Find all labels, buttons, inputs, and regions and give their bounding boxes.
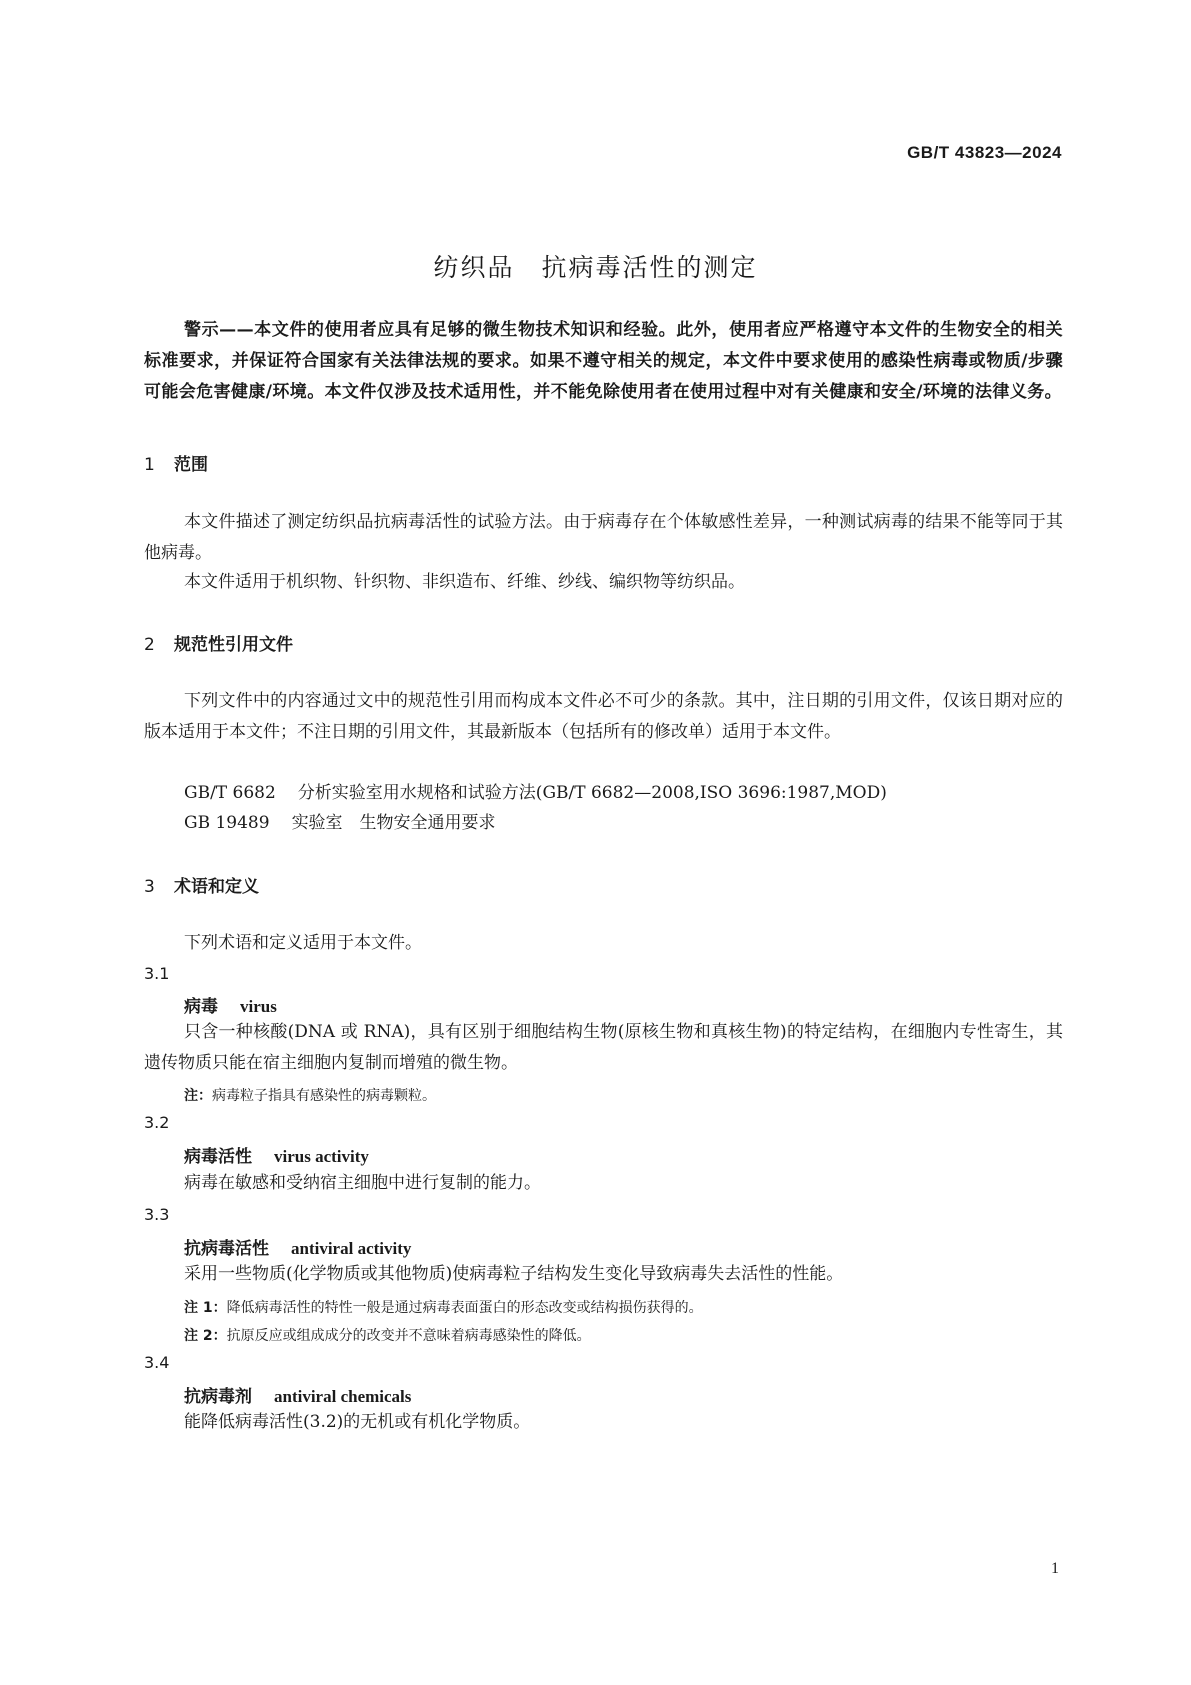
term-zh: 抗病毒剂	[184, 1387, 252, 1407]
section-title: 术语和定义	[174, 877, 259, 897]
section-title: 规范性引用文件	[174, 635, 293, 655]
term-note-2-antiviral-activity	[184, 1325, 591, 1345]
warning-paragraph: 警示——本文件的使用者应具有足够的微生物技术知识和经验。此外，使用者应严格遵守本文件的生物安全的相关标准要求，并保证符合国家有关法律法规的要求。如果不遵守相关的规定，本文件中要求使用的感染性病毒或物质/步骤可能会危害健康/环境。本文件仅涉及技术适用性，并不能免除使用者在使用过程中对有关健康和安全/环境的法律义务。	[144, 320, 1063, 402]
reference-item-1	[184, 778, 887, 809]
term-note-virus	[184, 1085, 436, 1105]
term-number: 3.3	[144, 1205, 170, 1224]
reference-code: GB/T 6682	[184, 783, 276, 803]
note-text: 抗原反应或组成成分的改变并不意味着病毒感染性的降低。	[226, 1328, 591, 1344]
term-heading-virus	[184, 992, 277, 1017]
page-number: 1	[1051, 1560, 1059, 1577]
term-en: virus	[240, 997, 277, 1016]
section-title: 范围	[174, 455, 208, 475]
term-en: virus activity	[274, 1147, 369, 1166]
term-number: 3.4	[144, 1353, 170, 1372]
term-number: 3.1	[144, 964, 170, 983]
term-definition-antiviral-activity: 采用一些物质(化学物质或其他物质)使病毒粒子结构发生变化导致病毒失去活性的性能。	[184, 1264, 844, 1284]
term-number: 3.2	[144, 1113, 170, 1132]
section-heading-scope	[144, 450, 208, 475]
references-intro-paragraph: 下列文件中的内容通过文中的规范性引用而构成本文件必不可少的条款。其中，注日期的引用文件，仅该日期对应的版本适用于本文件；不注日期的引用文件，其最新版本（包括所有的修改单）适用于本文件。	[144, 691, 1063, 742]
section-number: 2	[144, 635, 155, 655]
note-label: 注 2：	[184, 1328, 227, 1344]
reference-item-2	[184, 808, 496, 839]
term-heading-antiviral-activity	[184, 1234, 411, 1259]
section-number: 1	[144, 455, 155, 475]
scope-paragraph-1: 本文件描述了测定纺织品抗病毒活性的试验方法。由于病毒存在个体敏感性差异，一种测试病毒的结果不能等同于其他病毒。	[144, 512, 1063, 563]
term-en: antiviral activity	[291, 1239, 412, 1258]
reference-code: GB 19489	[184, 813, 270, 833]
reference-title: 实验室 生物安全通用要求	[291, 813, 496, 833]
scope-paragraph-2: 本文件适用于机织物、针织物、非织造布、纤维、纱线、编织物等纺织品。	[184, 572, 745, 592]
term-zh: 病毒	[184, 997, 218, 1017]
section-number: 3	[144, 877, 155, 897]
document-title: 纺织品 抗病毒活性的测定	[433, 253, 758, 282]
term-note-1-antiviral-activity	[184, 1297, 703, 1317]
term-definition-antiviral-chemicals: 能降低病毒活性(3.2)的无机或有机化学物质。	[184, 1412, 531, 1432]
term-definition-virus: 只含一种核酸(DNA 或 RNA)，具有区别于细胞结构生物(原核生物和真核生物)的特定结构，在细胞内专性寄生，其遗传物质只能在宿主细胞内复制而增殖的微生物。	[144, 1022, 1063, 1073]
term-heading-antiviral-chemicals	[184, 1382, 411, 1407]
note-label: 注 1：	[184, 1300, 227, 1316]
term-heading-virus-activity	[184, 1142, 369, 1167]
note-label: 注：	[184, 1088, 212, 1104]
section-heading-terms	[144, 872, 259, 897]
term-definition-virus-activity: 病毒在敏感和受纳宿主细胞中进行复制的能力。	[184, 1173, 541, 1193]
terms-intro: 下列术语和定义适用于本文件。	[184, 933, 422, 953]
note-text: 病毒粒子指具有感染性的病毒颗粒。	[212, 1088, 436, 1104]
note-text: 降低病毒活性的特性一般是通过病毒表面蛋白的形态改变或结构损伤获得的。	[226, 1300, 703, 1316]
reference-title: 分析实验室用水规格和试验方法(GB/T 6682—2008,ISO 3696:1987,MOD)	[297, 783, 887, 803]
standard-number: GB/T 43823—2024	[907, 143, 1062, 162]
term-en: antiviral chemicals	[274, 1387, 412, 1406]
term-zh: 病毒活性	[184, 1147, 252, 1167]
term-zh: 抗病毒活性	[184, 1239, 269, 1259]
section-heading-normative-references	[144, 630, 293, 655]
